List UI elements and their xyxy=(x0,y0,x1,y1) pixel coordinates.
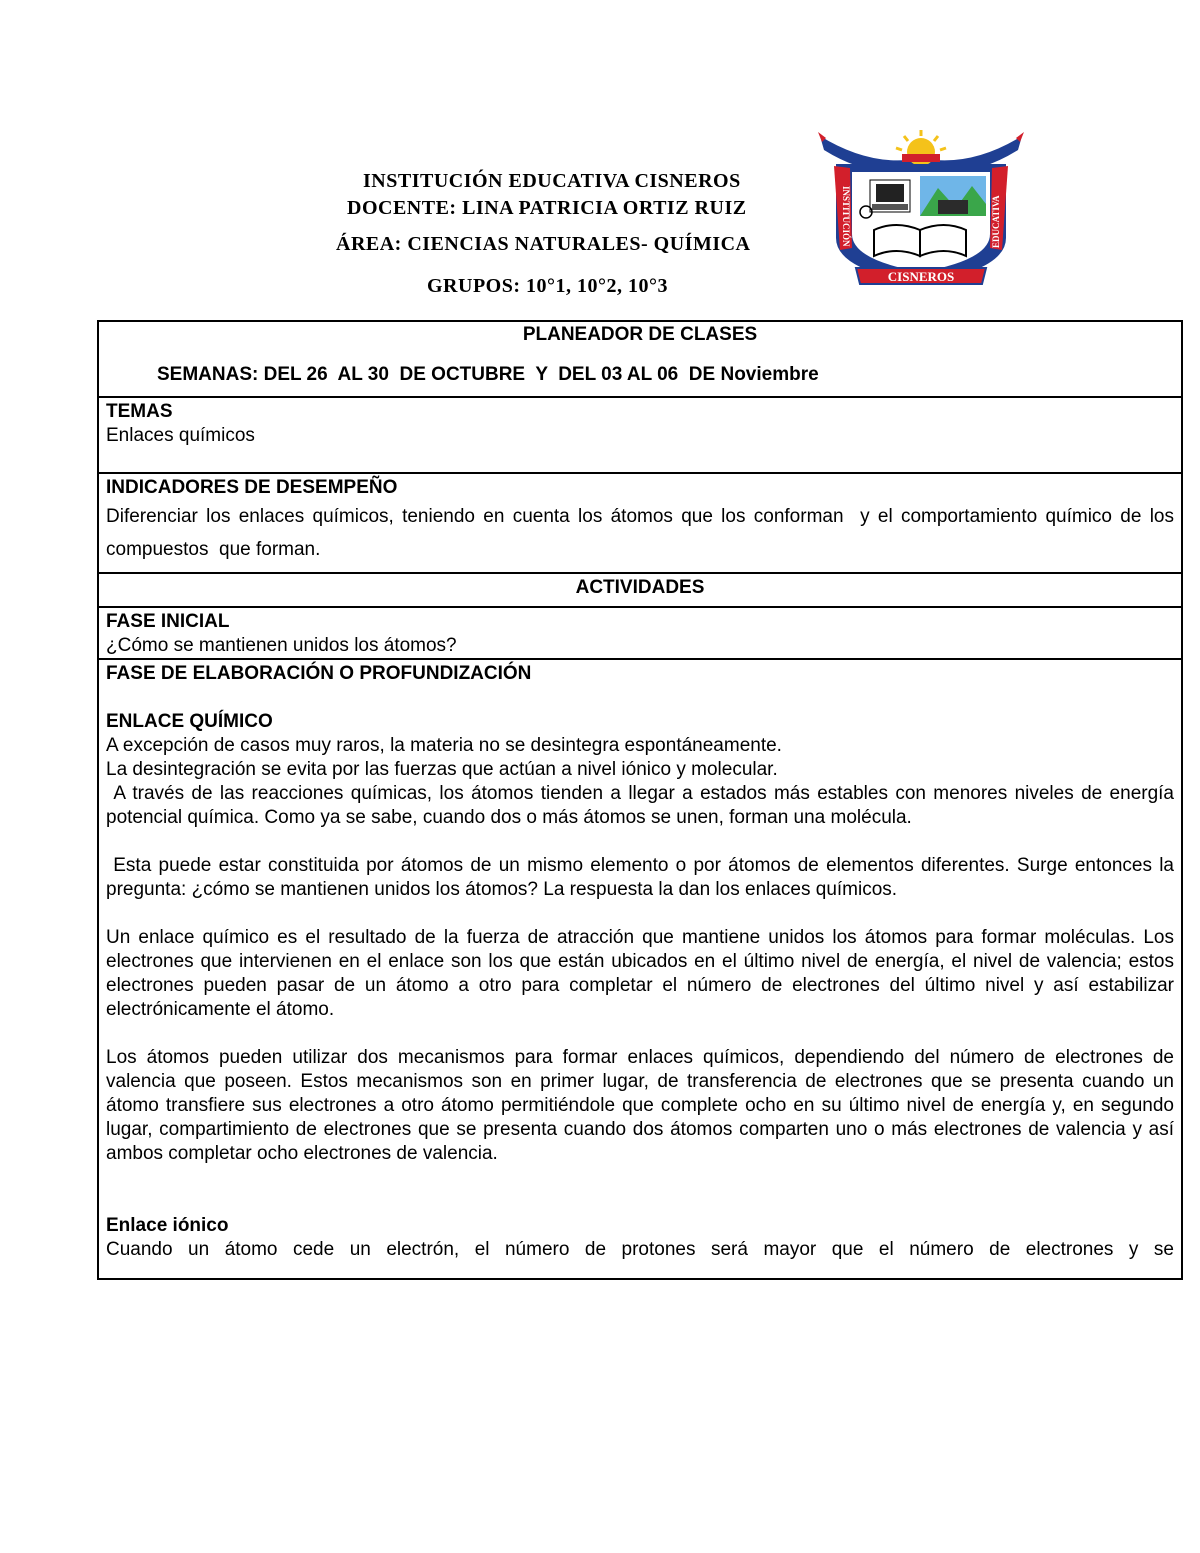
class-planner-table xyxy=(97,320,1183,1280)
institution-name: INSTITUCIÓN EDUCATIVA CISNEROS xyxy=(363,170,741,192)
school-crest-logo xyxy=(812,128,1030,290)
bond-line-2: La desintegración se evita por las fuerzas que actúan a nivel iónico y molecular. xyxy=(106,759,778,780)
planner-weeks: SEMANAS: DEL 26 AL 30 DE OCTUBRE Y DEL 03 AL 06 DE Noviembre xyxy=(157,364,819,385)
indicators-value: Diferenciar los enlaces químicos, teniendo en cuenta los átomos que los conforman y el comportamiento químico de los compuestos que forman. xyxy=(106,506,1180,560)
ionic-bond-text: Cuando un átomo cede un electrón, el número de protones será mayor que el número de electrones y se xyxy=(106,1239,1174,1260)
crest-right-ribbon-text: EDUCATIVA xyxy=(991,195,1001,248)
bond-heading: ENLACE QUÍMICO xyxy=(106,711,273,732)
activities-label: ACTIVIDADES xyxy=(575,577,705,598)
planner-title-row xyxy=(98,321,1182,397)
crest-banner-text: CISNEROS xyxy=(887,269,955,284)
bond-paragraph-1: A través de las reacciones químicas, los átomos tienden a llegar a estados más estables con menores niveles de energía potencial química. Como ya se sabe, cuando dos o más átomos se unen, forman una molécula. xyxy=(106,783,1180,828)
teacher-name: DOCENTE: LINA PATRICIA ORTIZ RUIZ xyxy=(347,197,747,219)
initial-phase-row xyxy=(98,607,1182,659)
student-groups: GRUPOS: 10°1, 10°2, 10°3 xyxy=(427,275,668,297)
elaboration-phase-row xyxy=(98,659,1182,1279)
subject-area: ÁREA: CIENCIAS NATURALES- QUÍMICA xyxy=(336,233,751,255)
bond-paragraph-2: Esta puede estar constituida por átomos de un mismo elemento o por átomos de elementos diferentes. Surge entonces la pregunta: ¿cómo se mantienen unidos los átomos? La respuesta la dan los enlaces químicos. xyxy=(106,855,1180,900)
initial-phase-question: ¿Cómo se mantienen unidos los átomos? xyxy=(106,635,457,656)
initial-phase-label: FASE INICIAL xyxy=(106,611,230,632)
themes-value: Enlaces químicos xyxy=(106,425,255,446)
activities-row xyxy=(98,573,1182,607)
indicators-row xyxy=(98,473,1182,573)
bond-paragraph-3: Un enlace químico es el resultado de la fuerza de atracción que mantiene unidos los átomos para formar moléculas. Los electrones que intervienen en el enlace son los que están ubicados en el último nivel de energía, el nivel de valencia; estos electrones pueden pasar de un átomo a otro para completar el número de electrones del último nivel y así estabilizar electrónicamente el átomo. xyxy=(106,927,1174,1020)
bond-line-1: A excepción de casos muy raros, la materia no se desintegra espontáneamente. xyxy=(106,735,782,756)
planner-title: PLANEADOR DE CLASES xyxy=(522,324,758,345)
elaboration-label: FASE DE ELABORACIÓN O PROFUNDIZACIÓN xyxy=(106,663,532,684)
indicators-label: INDICADORES DE DESEMPEÑO xyxy=(106,477,398,498)
ionic-bond-heading: Enlace iónico xyxy=(106,1215,229,1236)
themes-label: TEMAS xyxy=(106,401,173,422)
crest-left-ribbon-text: INSTITUCIÓN xyxy=(841,186,851,247)
themes-row xyxy=(98,397,1182,473)
bond-paragraph-4: Los átomos pueden utilizar dos mecanismos para formar enlaces químicos, dependiendo del número de electrones de valencia que poseen. Estos mecanismos son en primer lugar, de transferencia de electrones que se presenta cuando un átomo transfiere sus electrones a otro átomo permitiéndole que complete ocho en su último nivel de energía y, en segundo lugar, compartimiento de electrones que se presenta cuando dos átomos comparten uno o más electrones de valencia y así ambos completar ocho electrones de valencia. xyxy=(106,1047,1174,1164)
